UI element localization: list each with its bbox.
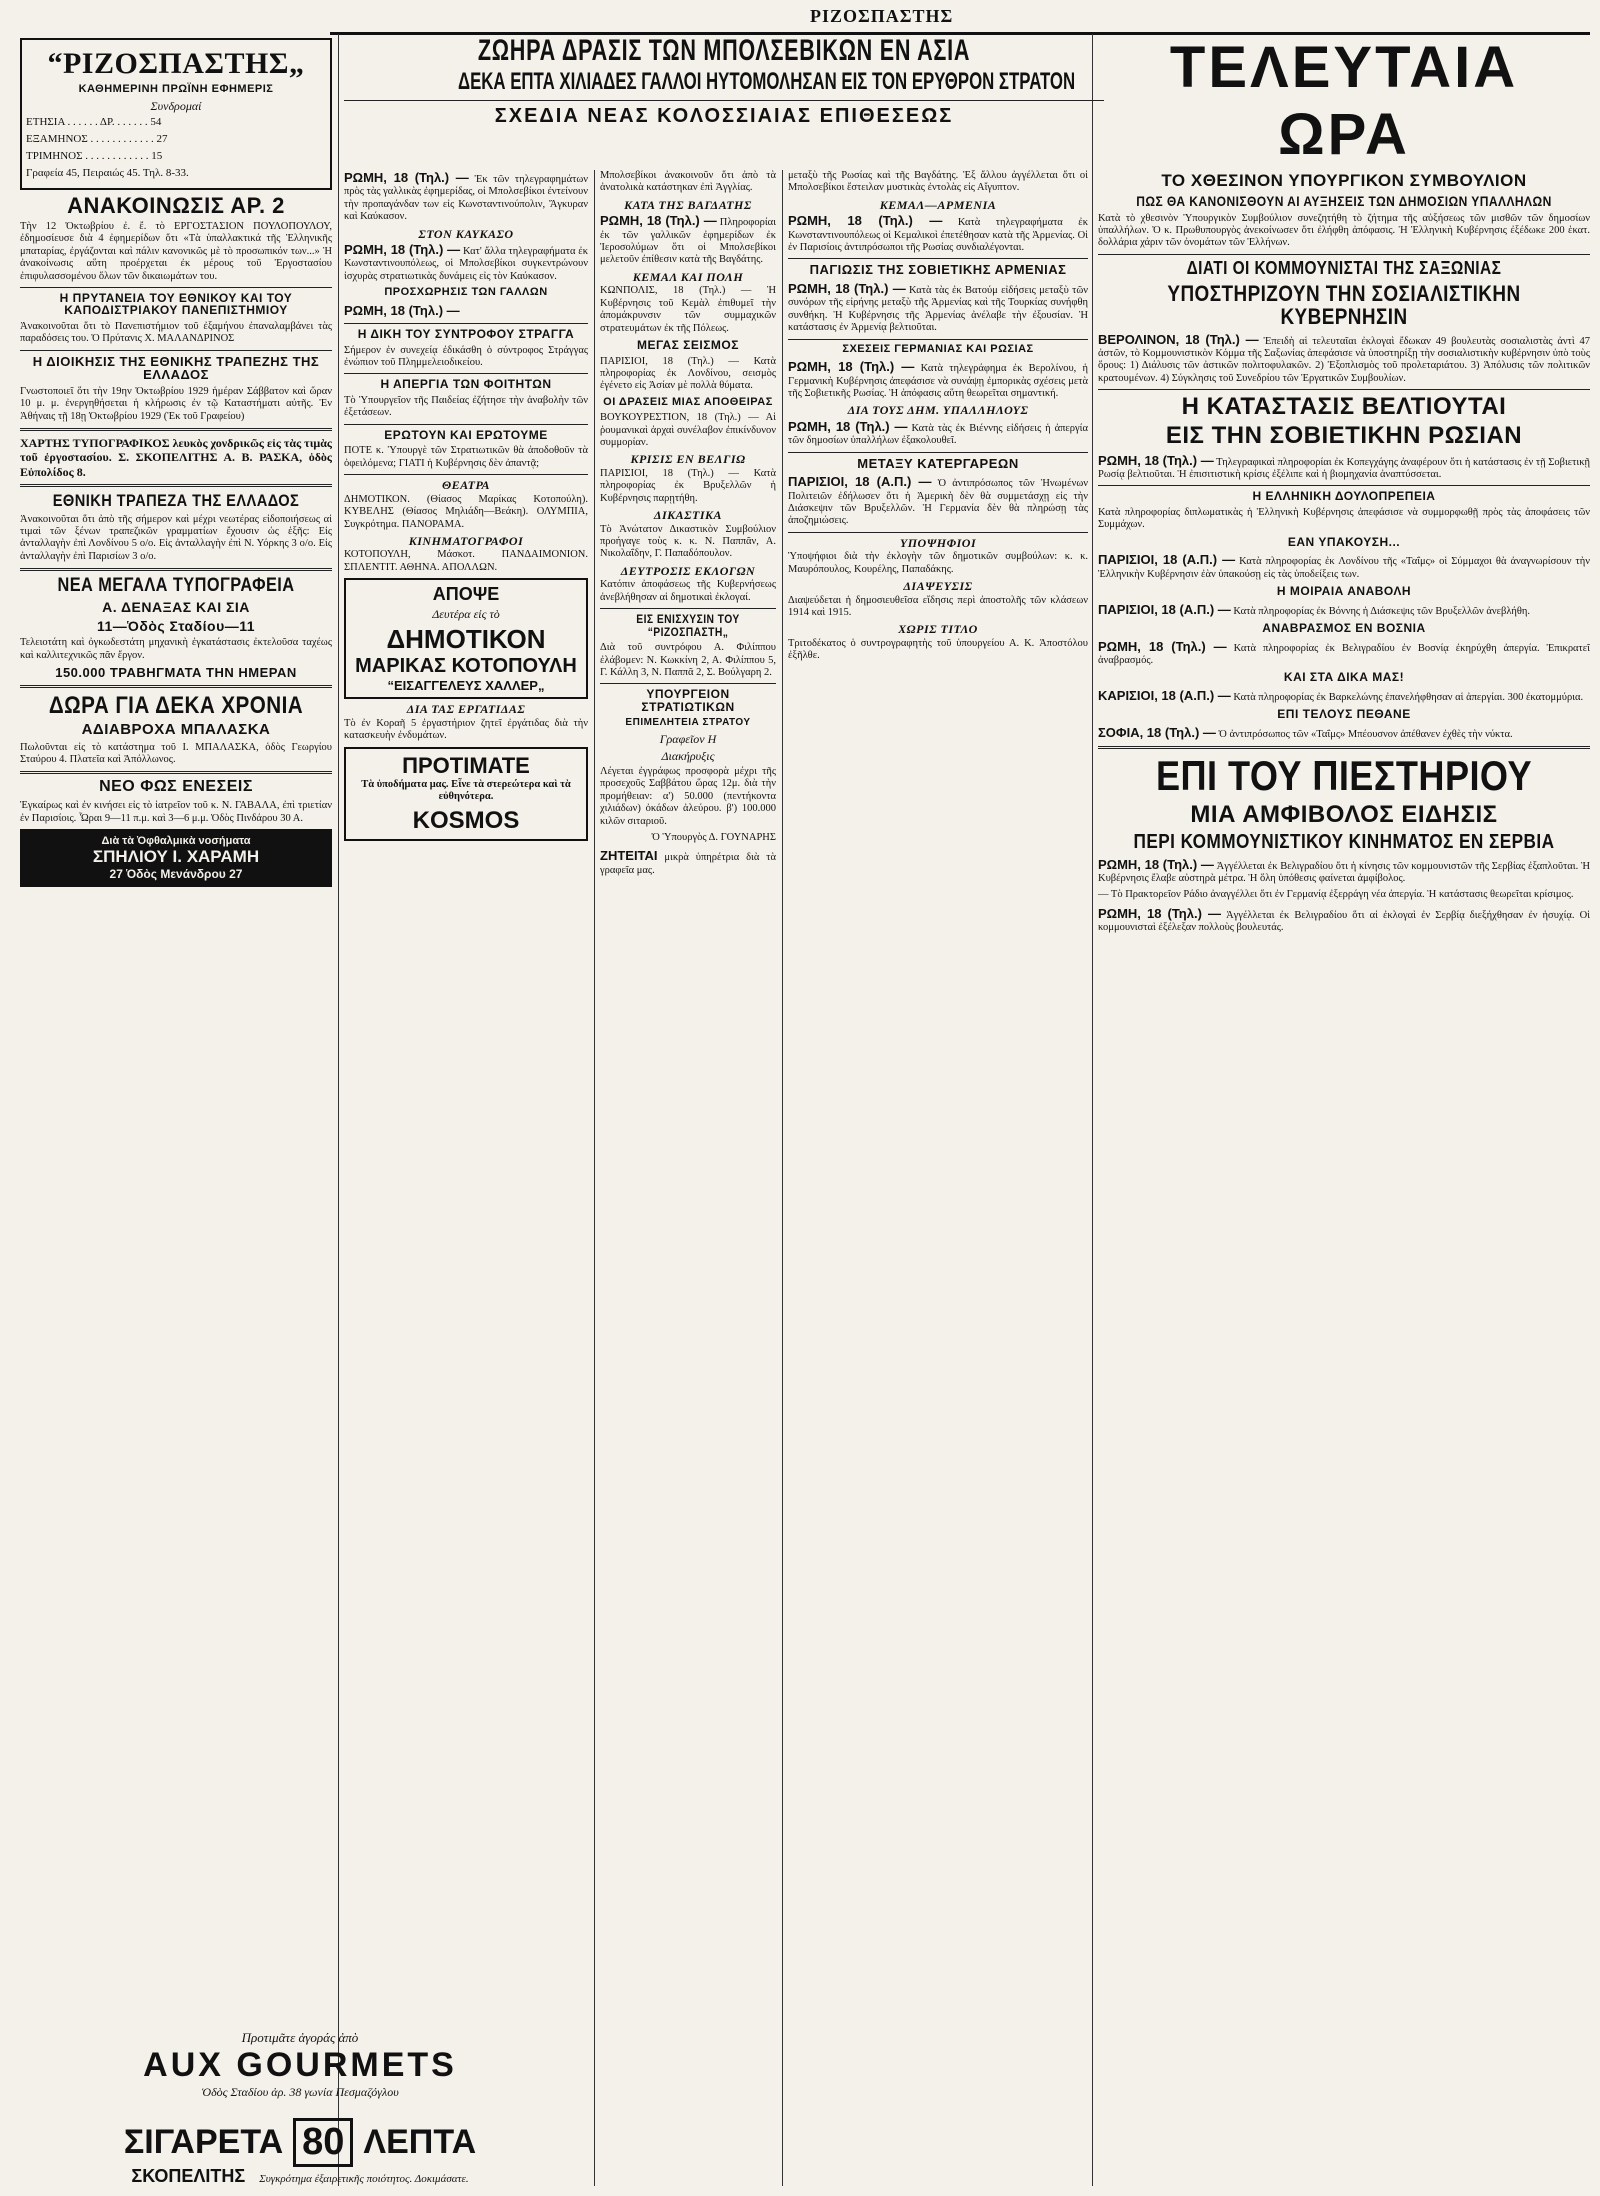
divider: [344, 323, 588, 324]
heading: Η ΚΑΤΑΣΤΑΣΙΣ ΒΕΛΤΙΟΥΤΑΙ: [1181, 393, 1507, 421]
heading: ΔΙΑ ΤΟΥΣ ΔΗΜ. ΥΠΑΛΛΗΛΟΥΣ: [847, 403, 1029, 418]
heading: ΚΕΜΑΛ—ΑΡΜΕΝΙΑ: [879, 197, 997, 212]
article-text: Κατὰ πληροφορίας ἐκ Βόννης ἡ Διάσκεψις τῶν Βρυξελλῶν ἀνεβλήθη.: [1233, 605, 1531, 617]
rate-line: ΤΡΙΜΗΝΟΣ . . . . . . . . . . . . 15: [26, 149, 163, 162]
article-text: Ἀγγέλλεται ἐκ Βελιγραδίου ὅτι ἡ κίνησις τῶν κομμουνιστῶν τῆς Σερβίας ἐξαπλοῦται. Ἡ Κυβέρνησις ἔλαβε αὐστηρὰ μέτρα. Ἡ ὅλη ὑπόθεσις φαίνεται ἀμφίβολος.: [1098, 860, 1590, 884]
heading: ΤΟ ΧΘΕΣΙΝΟΝ ΥΠΟΥΡΓΙΚΟΝ ΣΥΜΒΟΥΛΙΟΝ: [1161, 171, 1527, 190]
column-rule: [1092, 34, 1093, 2186]
heading: ΕΙΣ ΕΝΙΣΧΥΣΙΝ ΤΟΥ “ΡΙΖΟΣΠΑΣΤΗ„: [636, 612, 740, 639]
heading: 150.000 ΤΡΑΒΗΓΜΑΤΑ ΤΗΝ ΗΜΕΡΑΝ: [55, 665, 297, 681]
divider: [600, 608, 776, 609]
ad-paper: ΧΑΡΤΗΣ ΤΥΠΟΓΡΑΦΙΚΟΣ λευκὸς χονδρικῶς εἰς τὰς τιμὰς τοῦ ἐργοστασίου. Σ. ΣΚΟΠΕΛΙΤΗΣ Α. Β. ΡΑΣΚΑ, ὁδὸς Εὐπολίδος 8.: [20, 436, 332, 479]
masthead-title: “ΡΙΖΟΣΠΑΣΤΗΣ„: [47, 47, 305, 80]
divider: [20, 350, 332, 351]
divider: [1098, 389, 1590, 390]
article-text: Κατὰ πληροφορίας ἐκ Λονδίνου τῆς «Ταΐμς» οἱ Σύμμαχοι θὰ ἀναγνωρίσουν τὴν Ἑλληνικὴν Κυβέρνησιν ἐὰν ὑπακούσῃ εἰς τὰς ὑποδείξεις των.: [1098, 556, 1590, 580]
heading: ΕΘΝΙΚΗ ΤΡΑΠΕΖΑ ΤΗΣ ΕΛΛΑΔΟΣ: [52, 490, 300, 510]
heading: Διακήρυξις: [661, 749, 715, 764]
article-text: Πληροφορίαι ἐκ τῶν γαλλικῶν ἐφημερίδων ἐκ Ἰεροσολύμων ὅτι οἱ Μπολσεβίκοι μελετοῦν ἐπίθεσιν κατὰ τῆς Βαγδάτης.: [600, 217, 776, 266]
article-text: Ἐκ τῶν τηλεγραφημάτων πρὸς τὰς γαλλικὰς ἐφημερίδας, οἱ Μπολσεβίκοι ἐντείνουν τὴν προπαγάνδαν των εἰς Κωνσταντινούπολιν, Ἄγκυραν καὶ Καύκασον.: [344, 174, 588, 223]
ad-line: ΣΚΟΠΕΛΙΤΗΣ: [131, 2166, 246, 2186]
heading: ΔΙΑΤΙ ΟΙ ΚΟΜΜΟΥΝΙΣΤΑΙ ΤΗΣ ΣΑΞΩΝΙΑΣ: [1186, 257, 1502, 278]
subscriptions-label: Συνδρομαί: [150, 99, 202, 114]
heading: ΝΕΑ ΜΕΓΑΛΑ ΤΥΠΟΓΡΑΦΕΙΑ: [57, 575, 295, 597]
dateline: ΡΩΜΗ, 18 (Τηλ.) —: [344, 170, 469, 185]
dateline: ΡΩΜΗ, 18 (Τηλ.) —: [1098, 452, 1214, 468]
article-text: Μπολσεβίκοι ἀνακοινοῦν ὅτι ἀπὸ τὰ ἀνατολικὰ κατάστηκαν ἐπὶ Ἀγγλίας.: [600, 170, 776, 194]
article-text: Ὁ ἀντιπρόσωπος τῶν Ἡνωμένων Πολιτειῶν ἐδήλωσεν ὅτι ἡ Ἀμερικὴ δὲν θὰ συμμετάσχῃ εἰς τὴν Διάσκεψιν τῶν Βρυξελλῶν. Ἡ Γερμανία δὲν θὰ πληρώσῃ τὰς ἀποζημιώσεις.: [788, 478, 1088, 527]
article-text: Τηλεγραφικαὶ πληροφορίαι ἐκ Κοπεγχάγης ἀναφέρουν ὅτι ἡ κατάστασις ἐν τῇ Σοβιετικῇ Ρωσίᾳ βελτιοῦται. Ἡ ἐπισιτιστικὴ κρίσις ἐξέλιπε καὶ ἡ βιομηχανία ἀναπτύσσεται.: [1098, 456, 1590, 480]
last-hour-headline: ΤΕΛΕΥΤΑΙΑ ΩΡΑ: [1169, 35, 1519, 167]
article-text: μεταξὺ τῆς Ρωσίας καὶ τῆς Βαγδάτης. Ἐξ ἄλλου ἀγγέλλεται ὅτι οἱ Μπολσεβίκοι ἔστειλαν μυστικὰς ἐντολὰς εἰς Αἴγυπτον.: [788, 170, 1088, 194]
ad-line: Διὰ τὰ Ὀφθαλμικὰ νοσήματα: [101, 834, 251, 847]
heading: Γραφεῖον Η: [659, 732, 717, 747]
heading: ΔΙΑΨΕΥΣΙΣ: [903, 579, 973, 594]
article-text: Κατὰ πληροφορίας διπλωματικὰς ἡ Ἑλληνικὴ Κυβέρνησις ἀπεφάσισε νὰ συμμορφωθῇ πρὸς τὰς ἀποφάσεις τῶν Συμμάχων.: [1098, 506, 1590, 531]
heading: ΕΠΙ ΤΟΥ ΠΙΕΣΤΗΡΙΟΥ: [1156, 752, 1532, 800]
banner-headline: ΖΩΗΡΑ ΔΡΑΣΙΣ ΤΩΝ ΜΠΟΛΣΕΒΙΚΩΝ ΕΝ ΑΣΙΑ: [477, 34, 971, 67]
ad-line: KOSMOS: [412, 807, 520, 835]
article-text: Ὁ ἀντιπρόσωπος τῶν «Ταΐμς» Μπέουσνον ἀπέθανεν ἐχθὲς τὴν νύκτα.: [1218, 728, 1513, 740]
masthead-tagline: ΚΑΘΗΜΕΡΙΝΗ ΠΡΩΪΝΗ ΕΦΗΜΕΡΙΣ: [78, 82, 274, 95]
article-text: Διὰ τοῦ συντρόφου Α. Φιλίππου ἐλάβομεν: Ν. Κωκκίνη 2, Α. Φιλίππου 5, Γ. Κάλλη 3, Ν. Παππᾶ 2, Σ. Βούλγαρη 2.: [600, 642, 776, 679]
heading: ΘΕΑΤΡΑ: [441, 478, 491, 493]
column-5: [1098, 34, 1590, 2186]
divider: [1098, 485, 1590, 486]
column-rule: [594, 170, 595, 2186]
heading: ΕΠΙ ΤΕΛΟΥΣ ΠΕΘΑΝΕ: [1277, 707, 1411, 722]
dateline: ΡΩΜΗ, 18 (Τηλ.) —: [1098, 856, 1214, 872]
ad-line: Δευτέρα εἰς τὸ: [432, 607, 500, 622]
article-text: Κατ' ἄλλα τηλεγραφήματα ἐκ Κωνσταντινουπόλεως, οἱ Μπολσεβίκοι συγκεντρώνουν ἰσχυρὰς στρατιωτικὰς δυνάμεις εἰς τὸν Καύκασον.: [344, 246, 588, 282]
heading: ΟΙ ΔΡΑΣΕΙΣ ΜΙΑΣ ΑΠΟΘΕΙΡΑΣ: [603, 395, 773, 408]
divider: [344, 424, 588, 425]
heading: Η ΜΟΙΡΑΙΑ ΑΝΑΒΟΛΗ: [1276, 584, 1412, 599]
gourmets-ad: [20, 2030, 580, 2100]
article-text: ΔΗΜΟΤΙΚΟΝ. (Θίασος Μαρίκας Κοτοπούλη). ΚΥΒΕΛΗΣ (Θίασος Μηλιάδη—Βεάκη). ΟΛΥΜΠΙΑ, Συγκρότημα. ΠΑΝΟΡΑΜΑ.: [344, 493, 588, 530]
running-head-title: ΡΙΖΟΣΠΑΣΤΗΣ: [810, 6, 954, 26]
heading: ΚΙΝΗΜΑΤΟΓΡΑΦΟΙ: [408, 533, 524, 548]
divider: [1098, 254, 1590, 255]
ad-line: ΠΡΟΤΙΜΑΤΕ: [402, 752, 530, 778]
column-3: [600, 170, 776, 2186]
article-text: Ἀνακοινοῦται ὅτι τὸ Πανεπιστήμιον τοῦ ἐξαμήνου ἐπαναλαμβάνει τὰς παραδόσεις του. Ὁ Πρύτανις Χ. ΜΑΛΑΝΔΡΙΝΟΣ: [20, 321, 332, 345]
article-text: Ἐγκαίρως καὶ ἐν κινήσει εἰς τὸ ἰατρεῖον τοῦ κ. Ν. ΓΑΒΑΛΑ, ἐπὶ τριετίαν ἐν Παρισίοις. Ὧραι 9—11 π.μ. καὶ 3—6 μ.μ. Ὁδὸς Πινδάρου 30 Α.: [20, 800, 332, 824]
ad-line: AUX GOURMETS: [143, 2046, 457, 2084]
heading: ΥΠΟΥΡΓΕΙΟΝ ΣΤΡΑΤΙΩΤΙΚΩΝ: [641, 687, 735, 715]
dateline: ΡΩΜΗ, 18 (Τηλ.) —: [788, 281, 906, 297]
heading: ΕΡΩΤΟΥΝ ΚΑΙ ΕΡΩΤΟΥΜΕ: [384, 427, 548, 442]
heading: ΔΕΥΤΡΟΣΙΣ ΕΚΛΟΓΩΝ: [620, 563, 756, 578]
heading: ΚΑΙ ΣΤΑ ΔΙΚΑ ΜΑΣ!: [1283, 670, 1405, 685]
article-text: Τὴν 12 Ὀκτωβρίου ἐ. ἔ. τὸ ΕΡΓΟΣΤΑΣΙΟΝ ΠΟΥΛΟΠΟΥΛΟΥ, ἐδημοσίευσε διὰ 4 ἐφημερίδων ὅτι «Τὰ ὑπαλλακτικά τῆς Ἑλληνικῆς μπαταρίας, ἐργάζονται καὶ πάλιν κανονικῶς μὲ τὸ προσωπικόν των...» Ἡ ἀνακοίνωσις αὕτη προέρχεται ἐκ μέρους τοῦ Ἐργοστασίου ἐπιφυλασσομένου ὅλων τῶν δικαιωμάτων του.: [20, 221, 332, 282]
ad-line: Ὁδὸς Σταδίου ἀρ. 38 γωνία Πεσμαζόγλου: [201, 2085, 399, 2099]
ad-eye-clinic: [20, 829, 332, 887]
heading: ΑΝΑΚΟΙΝΩΣΙΣ ΑΡ. 2: [67, 192, 285, 218]
article-text: Ἐπειδὴ αἱ τελευταῖαι ἐκλογαὶ ἔδωκαν 49 βουλευτὰς σοσιαλιστὰς ἀντὶ 47 ἀστῶν, τὸ Κομμουνιστικὸν Κόμμα τῆς Σαξωνίας ἀπεφάσισε νὰ ὑποστηρίξῃ τὴν σοσιαλιστικὴν κυβέρνησιν ὑπὸ τοὺς ὅρους: 1) Διάλυσις τῶν ἀστικῶν πολιτοφυλακῶν. 2) Ἐξοπλισμὸς τοῦ προλεταριάτου. 3) Ἀπόλυσις τῶν πολιτικῶν κρατουμένων. 4) Σύγκλησις τοῦ Συνεδρίου τῶν Ἐργατικῶν Συμβουλίων.: [1098, 335, 1590, 384]
article-text: Ἀγγέλλεται ἐκ Βελιγραδίου ὅτι αἱ ἐκλογαὶ ἐν Σερβίᾳ διεξήχθησαν ἐν ἡσυχίᾳ. Οἱ κομμουνισταὶ ἐξέλεξαν πολλοὺς βουλευτάς.: [1098, 909, 1590, 934]
heading: Η ΔΙΟΙΚΗΣΙΣ ΤΗΣ ΕΘΝΙΚΗΣ ΤΡΑΠΕΖΗΣ ΤΗΣ ΕΛΛΑΔΟΣ: [32, 353, 320, 383]
divider: [788, 532, 1088, 533]
article-text: — Τὸ Πρακτορεῖον Ράδιο ἀναγγέλλει ὅτι ἐν Γερμανίᾳ ἐξερράγη νέα ἀπεργία. Ἡ κατάστασις θεωρεῖται κρίσιμος.: [1098, 889, 1574, 901]
article-text: Κατὰ τηλεγραφήματα ἐκ Κωνσταντινουπόλεως οἱ Κεμαλικοὶ ἐπετέθησαν κατὰ τῆς Ἀρμενίας. Οἱ ἐν Παρισίοις ἀντιπρόσωποι τῆς Ρωσίας συνδιαλέγονται.: [788, 217, 1088, 254]
dateline: ΠΑΡΙΣΙΟΙ, 18 (Α.Π.) —: [788, 474, 932, 490]
dateline: ΚΑΡΙΣΙΟΙ, 18 (Α.Π.) —: [1098, 687, 1231, 703]
masthead: [20, 38, 332, 190]
article-text: Κατὰ τὰς ἐκ Βατούμ εἰδήσεις μεταξὺ τῶν συνόρων τῆς εἰρήνης μεταξὺ τῆς Ἀρμενίας καὶ τῆς Τουρκίας συνήφθη συνθήκη. Ἡ Κυβέρνησις τῆς Ἀρμενίας ἀνέλαβε τὴν ἐξουσίαν. Ἡ κατάστασις ἐν Ἀρμενίᾳ βελτιοῦται.: [788, 285, 1088, 334]
heading: ΜΕΓΑΣ ΣΕΙΣΜΟΣ: [637, 337, 739, 352]
article-text: μικρὰ ὑπηρέτρια διὰ τὰ γραφεῖα μας.: [600, 852, 776, 876]
article-text: Ἀνακοινοῦται ὅτι ἀπὸ τῆς σήμερον καὶ μέχρι νεωτέρας εἰδοποιήσεως αἱ τιμαὶ τῶν ξένων τραπεζικῶν γραμματίων ἔχουσιν ὡς ἑξῆς: Εἰς ἀνταλλαγὴν ἐπὶ Λονδίνου 5 ο/ο. Εἰς ἀνταλλαγὴν ἐπὶ Ν. Υόρκης 3 ο/ο. Εἰς ἀνταλλαγὴν ἐπὶ Παρισίων 3 ο/ο.: [20, 513, 332, 562]
article-text: Κατὰ τὰς ἐκ Βιέννης εἰδήσεις ἡ ἀπεργία τῶν δημοσίων ὑπαλλήλων ἐξακολουθεῖ.: [788, 422, 1088, 447]
heading: Η ΕΛΛΗΝΙΚΗ ΔΟΥΛΟΠΡΕΠΕΙΑ: [1252, 489, 1436, 504]
heading: ΣΤΟΝ ΚΑΥΚΑΣΟ: [418, 226, 514, 241]
divider: [1098, 746, 1590, 749]
article-text: Ὑποψήφιοι διὰ τὴν ἐκλογὴν τῶν δημοτικῶν συμβούλων: κ. κ. Μαυρόπουλος, Κουρέλης, Παπαδάκης.: [788, 551, 1088, 575]
article-text: Σήμερον ἐν συνεχείᾳ ἐδικάσθη ὁ σύντροφος Στράγγας ἐνώπιον τοῦ Πλημμελειοδικείου.: [344, 344, 588, 369]
dateline: ΡΩΜΗ, 18 (Τηλ.) —: [600, 213, 717, 229]
article-text: Κατὰ πληροφορίας ἐκ Βαρκελώνης ἐπανελήφθησαν αἱ ἀπεργίαι. 300 ἐκατομμύρια.: [1233, 691, 1584, 703]
heading: ΥΠΟΨΗΦΙΟΙ: [899, 535, 977, 550]
dateline: ΡΩΜΗ, 18 (Τηλ.) —: [344, 242, 461, 258]
heading: ΠΩΣ ΘΑ ΚΑΝΟΝΙΣΘΟΥΝ ΑΙ ΑΥΞΗΣΕΙΣ ΤΩΝ ΔΗΜΟΣΙΩΝ ΥΠΑΛΛΗΛΩΝ: [1136, 192, 1552, 209]
article-text: Τὸ Ἀνώτατον Δικαστικὸν Συμβούλιον προήγαγε τοὺς κ. κ. Ν. Παππᾶν, Α. Νικολαΐδην, Γ. Παπαδόπουλον.: [600, 523, 776, 560]
dateline: ΒΕΡΟΛΙΝΟΝ, 18 (Τηλ.) —: [1098, 331, 1259, 347]
cigarette-ad-footer: [20, 2166, 580, 2187]
divider: [600, 683, 776, 684]
main-banner: [344, 34, 1104, 128]
article-text: ΚΩΝΠΟΛΙΣ, 18 (Τηλ.) — Ἡ Κυβέρνησις τοῦ Κεμὰλ ἐπιθυμεῖ τὴν ἀπομάκρυνσιν τῶν συμμαχικῶν στρατευμάτων ἐκ τῆς Πόλεως.: [600, 285, 776, 334]
ad-line: ΣΙΓΑΡΕΤΑ: [123, 2123, 284, 2161]
dateline: ΡΩΜΗ, 18 (Τηλ.) —: [1098, 638, 1227, 654]
heading: ΠΑΓΙΩΣΙΣ ΤΗΣ ΣΟΒΙΕΤΙΚΗΣ ΑΡΜΕΝΙΑΣ: [809, 262, 1067, 278]
heading: ΕΠΙΜΕΛΗΤΕΙΑ ΣΤΡΑΤΟΥ: [625, 716, 751, 728]
rate-line: ΕΤΗΣΙΑ . . . . . . ΔΡ. . . . . . . 54: [26, 116, 162, 129]
ad-line: ΣΠΗΛΙΟΥ Ι. ΧΑΡΑΜΗ: [92, 846, 260, 866]
article-text: Κατὰ τηλεγράφημα ἐκ Βερολίνου, ἡ Γερμανικὴ Κυβέρνησις ἀπεφάσισε νὰ συνάψῃ ἐμπορικὰς σχέσεις μετὰ τῆς Σοβιετικῆς Ρωσίας. Ἡ ἀπόφασις αὕτη θεωρεῖται σημαντική.: [788, 363, 1088, 399]
article-text: ΠΑΡΙΣΙΟΙ, 18 (Τηλ.) — Κατὰ πληροφορίας ἐκ Βρυξελλῶν ἡ Κυβέρνησις παρῃτήθη.: [600, 467, 776, 504]
heading: ΣΧΕΣΕΙΣ ΓΕΡΜΑΝΙΑΣ ΚΑΙ ΡΩΣΙΑΣ: [842, 342, 1034, 355]
divider: [20, 428, 332, 431]
heading: ΜΙΑ ΑΜΦΙΒΟΛΟΣ ΕΙΔΗΣΙΣ: [1190, 801, 1498, 829]
divider: [20, 568, 332, 571]
dateline: ΡΩΜΗ, 18 (Τηλ.) —: [344, 302, 460, 318]
heading: ΕΙΣ ΤΗΝ ΣΟΒΙΕΤΙΚΗΝ ΡΩΣΙΑΝ: [1165, 422, 1523, 450]
dateline: ΠΑΡΙΣΙΟΙ, 18 (Α.Π.) —: [1098, 552, 1236, 568]
ad-line: ΔΗΜΟΤΙΚΟΝ: [386, 624, 546, 655]
divider: [344, 100, 1104, 101]
heading: ΚΑΤΑ ΤΗΣ ΒΑΓΔΑΤΗΣ: [624, 197, 752, 212]
divider: [20, 484, 332, 487]
article-text: Τὸ ἐν Κοραῆ 5 ἐργαστήριον ζητεῖ ἐργάτιδας διὰ τὴν κατασκευὴν ἐνδυμάτων.: [344, 717, 588, 742]
cigarette-ad: [20, 2118, 580, 2167]
masthead-address: Γραφεία 45, Πειραιώς 45. Τηλ. 8-33.: [26, 166, 189, 179]
heading: ΕΑΝ ΥΠΑΚΟΥΣΗ...: [1287, 534, 1401, 549]
heading: 11—Ὁδὸς Σταδίου—11: [96, 617, 256, 634]
heading: ΜΕΤΑΞΥ ΚΑΤΕΡΓΑΡΕΩΝ: [857, 455, 1019, 471]
heading: ΔΩΡΑ ΓΙΑ ΔΕΚΑ ΧΡΟΝΙΑ: [48, 691, 304, 719]
banner-subheadline: ΔΕΚΑ ΕΠΤΑ ΧΙΛΙΑΔΕΣ ΓΑΛΛΟΙ ΗΥΤΟΜΟΛΗΣΑΝ ΕΙΣ ΤΟΝ ΕΡΥΘΡΟΝ ΣΤΡΑΤΟΝ: [458, 68, 1076, 95]
heading: ΠΡΟΣΧΩΡΗΣΙΣ ΤΩΝ ΓΑΛΛΩΝ: [384, 286, 548, 299]
article-text: Τὸ Ὑπουργεῖον τῆς Παιδείας ἐζήτησε τὴν ἀναβολὴν τῶν ἐξετάσεων.: [344, 395, 588, 419]
heading: ΔΙΚΑΣΤΙΚΑ: [653, 508, 723, 523]
theatre-ad: [344, 578, 588, 699]
heading: ΑΝΑΒΡΑΣΜΟΣ ΕΝ ΒΟΣΝΙΑ: [1262, 621, 1426, 636]
ad-line: “ΕΙΣΑΓΓΕΛΕΥΣ ΧΑΛΛΕΡ„: [387, 678, 545, 694]
dateline: ΡΩΜΗ, 18 (Τηλ.) —: [1098, 905, 1221, 921]
article-text: Τελειοτάτη καὶ ὀγκωδεστάτη μηχανικὴ ἐγκατάστασις ἐκτελοῦσα ταχέως καὶ καλλιτεχνικῶς πᾶν ἔργον.: [20, 637, 332, 661]
article-text: Κατὰ πληροφορίας ἐκ Βελιγραδίου ἐν Βοσνίᾳ ἐκηρύχθη ἀπεργία. Ἐπικρατεῖ ἀναβρασμός.: [1098, 642, 1590, 666]
column-2: [344, 170, 588, 2186]
article-text: Τριτοδέκατος ὁ συντρογραφητὴς τοῦ ὑπουργείου Α. Κ. Ἀποστόλου ἐξῆλθε.: [788, 638, 1088, 662]
ad-line: 80: [293, 2118, 353, 2167]
heading: ΑΔΙΑΒΡΟΧΑ ΜΠΑΛΑΣΚΑ: [81, 720, 271, 738]
heading: ΚΕΜΑΛ ΚΑΙ ΠΟΛΗ: [632, 269, 744, 284]
article-text: ΒΟΥΚΟΥΡΕΣΤΙΟΝ, 18 (Τηλ.) — Αἱ ῥουμανικαὶ ἀρχαὶ συνέλαβον ἐπικίνδυνον συμμορίαν.: [600, 412, 776, 448]
heading: Α. ΔΕΝΑΞΑΣ ΚΑΙ ΣΙΑ: [102, 598, 250, 615]
article-text: Λέγεται ἐγγράφως προσφορὰ μέχρι τῆς προσεχοῦς Σαββάτου ὥρας 12μ. διὰ τὴν προμήθειαν: α') 50.000 (πεντήκοντα χιλιάδων) ὀκάδων ἀλεύρου. β') 100.000 κιλῶν σιταριοῦ.: [600, 766, 776, 827]
signature: Ὁ Ὑπουργὸς Δ. ΓΟΥΝΑΡΗΣ: [651, 831, 776, 843]
divider: [344, 474, 588, 475]
divider: [788, 452, 1088, 453]
article-text: Πωλοῦνται εἰς τὸ κατάστημα τοῦ Ι. ΜΠΑΛΑΣΚΑ, ὁδὸς Γεωργίου Σταύρου 4. Πλατεῖα καὶ Ἀπόλλωνος.: [20, 741, 332, 766]
dateline: ΡΩΜΗ, 18 (Τηλ.) —: [788, 213, 943, 229]
ad-line: Συγκρότημα ἐξαιρετικῆς ποιότητος. Δοκιμάσατε.: [259, 2173, 469, 2185]
divider: [788, 339, 1088, 340]
heading: Η ΠΡΥΤΑΝΕΙΑ ΤΟΥ ΕΘΝΙΚΟΥ ΚΑΙ ΤΟΥ ΚΑΠΟΔΙΣΤΡΙΑΚΟΥ ΠΑΝΕΠΙΣΤΗΜΙΟΥ: [59, 290, 293, 318]
divider: [344, 373, 588, 374]
column-rule: [782, 170, 783, 2186]
dateline: ΡΩΜΗ, 18 (Τηλ.) —: [788, 359, 915, 375]
column-rule: [338, 34, 339, 2186]
heading: ΔΙΑ ΤΑΣ ΕΡΓΑΤΙΔΑΣ: [406, 702, 526, 717]
column-1: [20, 34, 332, 2186]
heading: Η ΑΠΕΡΓΙΑ ΤΩΝ ΦΟΙΤΗΤΩΝ: [380, 377, 552, 392]
article-text: Κατὰ τὸ χθεσινὸν Ὑπουργικὸν Συμβούλιον συνεζητήθη τὸ ζήτημα τῆς αὐξήσεως τῶν μισθῶν τῶν δημοσίων ὑπαλλήλων. Ὁ κ. Πρωθυπουργὸς ἀνεκοίνωσεν ὅτι ἐλήφθη ἀπόφασις. Ἡ Ἑλληνικὴ Κυβέρνησις ἐξέδωκε 200 ἑκατ. δολλάρια χάριν τῶν ὀνομάτων τῶν Ἑλλήνων.: [1098, 212, 1590, 249]
dateline: ΡΩΜΗ, 18 (Τηλ.) —: [788, 418, 908, 434]
heading: ΚΡΙΣΙΣ ΕΝ ΒΕΛΓΙΩ: [630, 452, 746, 467]
article-text: Γνωστοποιεῖ ὅτι τὴν 19ην Ὀκτωβρίου 1929 ἡμέραν Σάββατον καὶ ὥραν 10 μ. μ. ἐνεργηθήσεται ἡ κλήρωσις ἐν τῷ Καταστήματι αὐτῆς. Ἐν Ἀθήναις τῇ 18ῃ Ὀκτωβρίου 1929 (Ἐκ τοῦ Γραφείου): [20, 386, 332, 422]
heading: ΥΠΟΣΤΗΡΙΖΟΥΝ ΤΗΝ ΣΟΣΙΑΛΙΣΤΙΚΗΝ ΚΥΒΕΡΝΗΣΙΝ: [1167, 280, 1521, 329]
ad-line: ΜΑΡΙΚΑΣ ΚΟΤΟΠΟΥΛΗ: [355, 655, 577, 678]
ad-line: ΛΕΠΤΑ: [363, 2123, 477, 2161]
heading: ΧΩΡΙΣ ΤΙΤΛΟ: [898, 622, 978, 637]
column-4: [788, 170, 1088, 2186]
divider: [20, 771, 332, 774]
divider: [20, 685, 332, 688]
dateline: ΠΑΡΙΣΙΟΙ, 18 (Α.Π.) —: [1098, 601, 1231, 617]
article-text: ΚΟΤΟΠΟΥΛΗ, Μάσκοτ. ΠΑΝΔΑΙΜΟΝΙΟΝ. ΣΠΛΕΝΤΙΤ. ΑΘΗΝΑ. ΑΠΟΛΛΩΝ.: [344, 549, 588, 573]
article-text: ΠΑΡΙΣΙΟΙ, 18 (Τηλ.) — Κατὰ πληροφορίας ἐκ Λονδίνου, σεισμὸς ἐγένετο εἰς Ἀσίαν μὲ πολλὰ θύματα.: [600, 355, 776, 392]
dateline: ΣΟΦΙΑ, 18 (Τηλ.) —: [1098, 724, 1216, 740]
ad-line: Προτιμᾶτε ἀγοράς ἀπὸ: [241, 2030, 359, 2045]
heading: ΝΕΟ ΦΩΣ ΕΝΕΣΕΙΣ: [99, 778, 253, 796]
shoes-ad: [344, 747, 588, 842]
ad-line: ΑΠΟΨΕ: [432, 584, 500, 605]
article-text: ΠΟΤΕ κ. Ὑπουργὲ τῶν Στρατιωτικῶν θὰ ἀποδοθοῦν τὰ ὀφειλόμενα; ΓΙΑΤΙ ἡ Κυβέρνησις δὲν ἀπαντᾷ;: [344, 445, 588, 469]
running-head: [330, 4, 1590, 35]
divider: [788, 258, 1088, 259]
heading: ΠΕΡΙ ΚΟΜΜΟΥΝΙΣΤΙΚΟΥ ΚΙΝΗΜΑΤΟΣ ΕΝ ΣΕΡΒΙΑ: [1133, 830, 1555, 853]
heading: ΖΗΤΕΙΤΑΙ: [600, 848, 658, 864]
ad-line: 27 Ὁδὸς Μενάνδρου 27: [109, 866, 243, 881]
heading: Η ΔΙΚΗ ΤΟΥ ΣΥΝΤΡΟΦΟΥ ΣΤΡΑΓΓΑ: [357, 327, 575, 342]
article-text: Κατόπιν ἀποφάσεως τῆς Κυβερνήσεως ἀνεβλήθησαν αἱ δημοτικαὶ ἐκλογαί.: [600, 579, 776, 603]
divider: [20, 287, 332, 288]
banner-deck: ΣΧΕΔΙΑ ΝΕΑΣ ΚΟΛΟΣΣΙΑΙΑΣ ΕΠΙΘΕΣΕΩΣ: [494, 105, 954, 127]
article-text: Διαψεύδεται ἡ δημοσιευθεῖσα εἴδησις περὶ ἀποστολῆς τῶν κλάσεων 1914 καὶ 1915.: [788, 594, 1088, 619]
rate-line: ΕΞΑΜΗΝΟΣ . . . . . . . . . . . . 27: [26, 133, 168, 146]
ad-line: Τὰ ὑποδήματα μας. Εἶνε τὰ στερεώτερα καὶ τὰ εὐθηνότερα.: [361, 778, 571, 802]
